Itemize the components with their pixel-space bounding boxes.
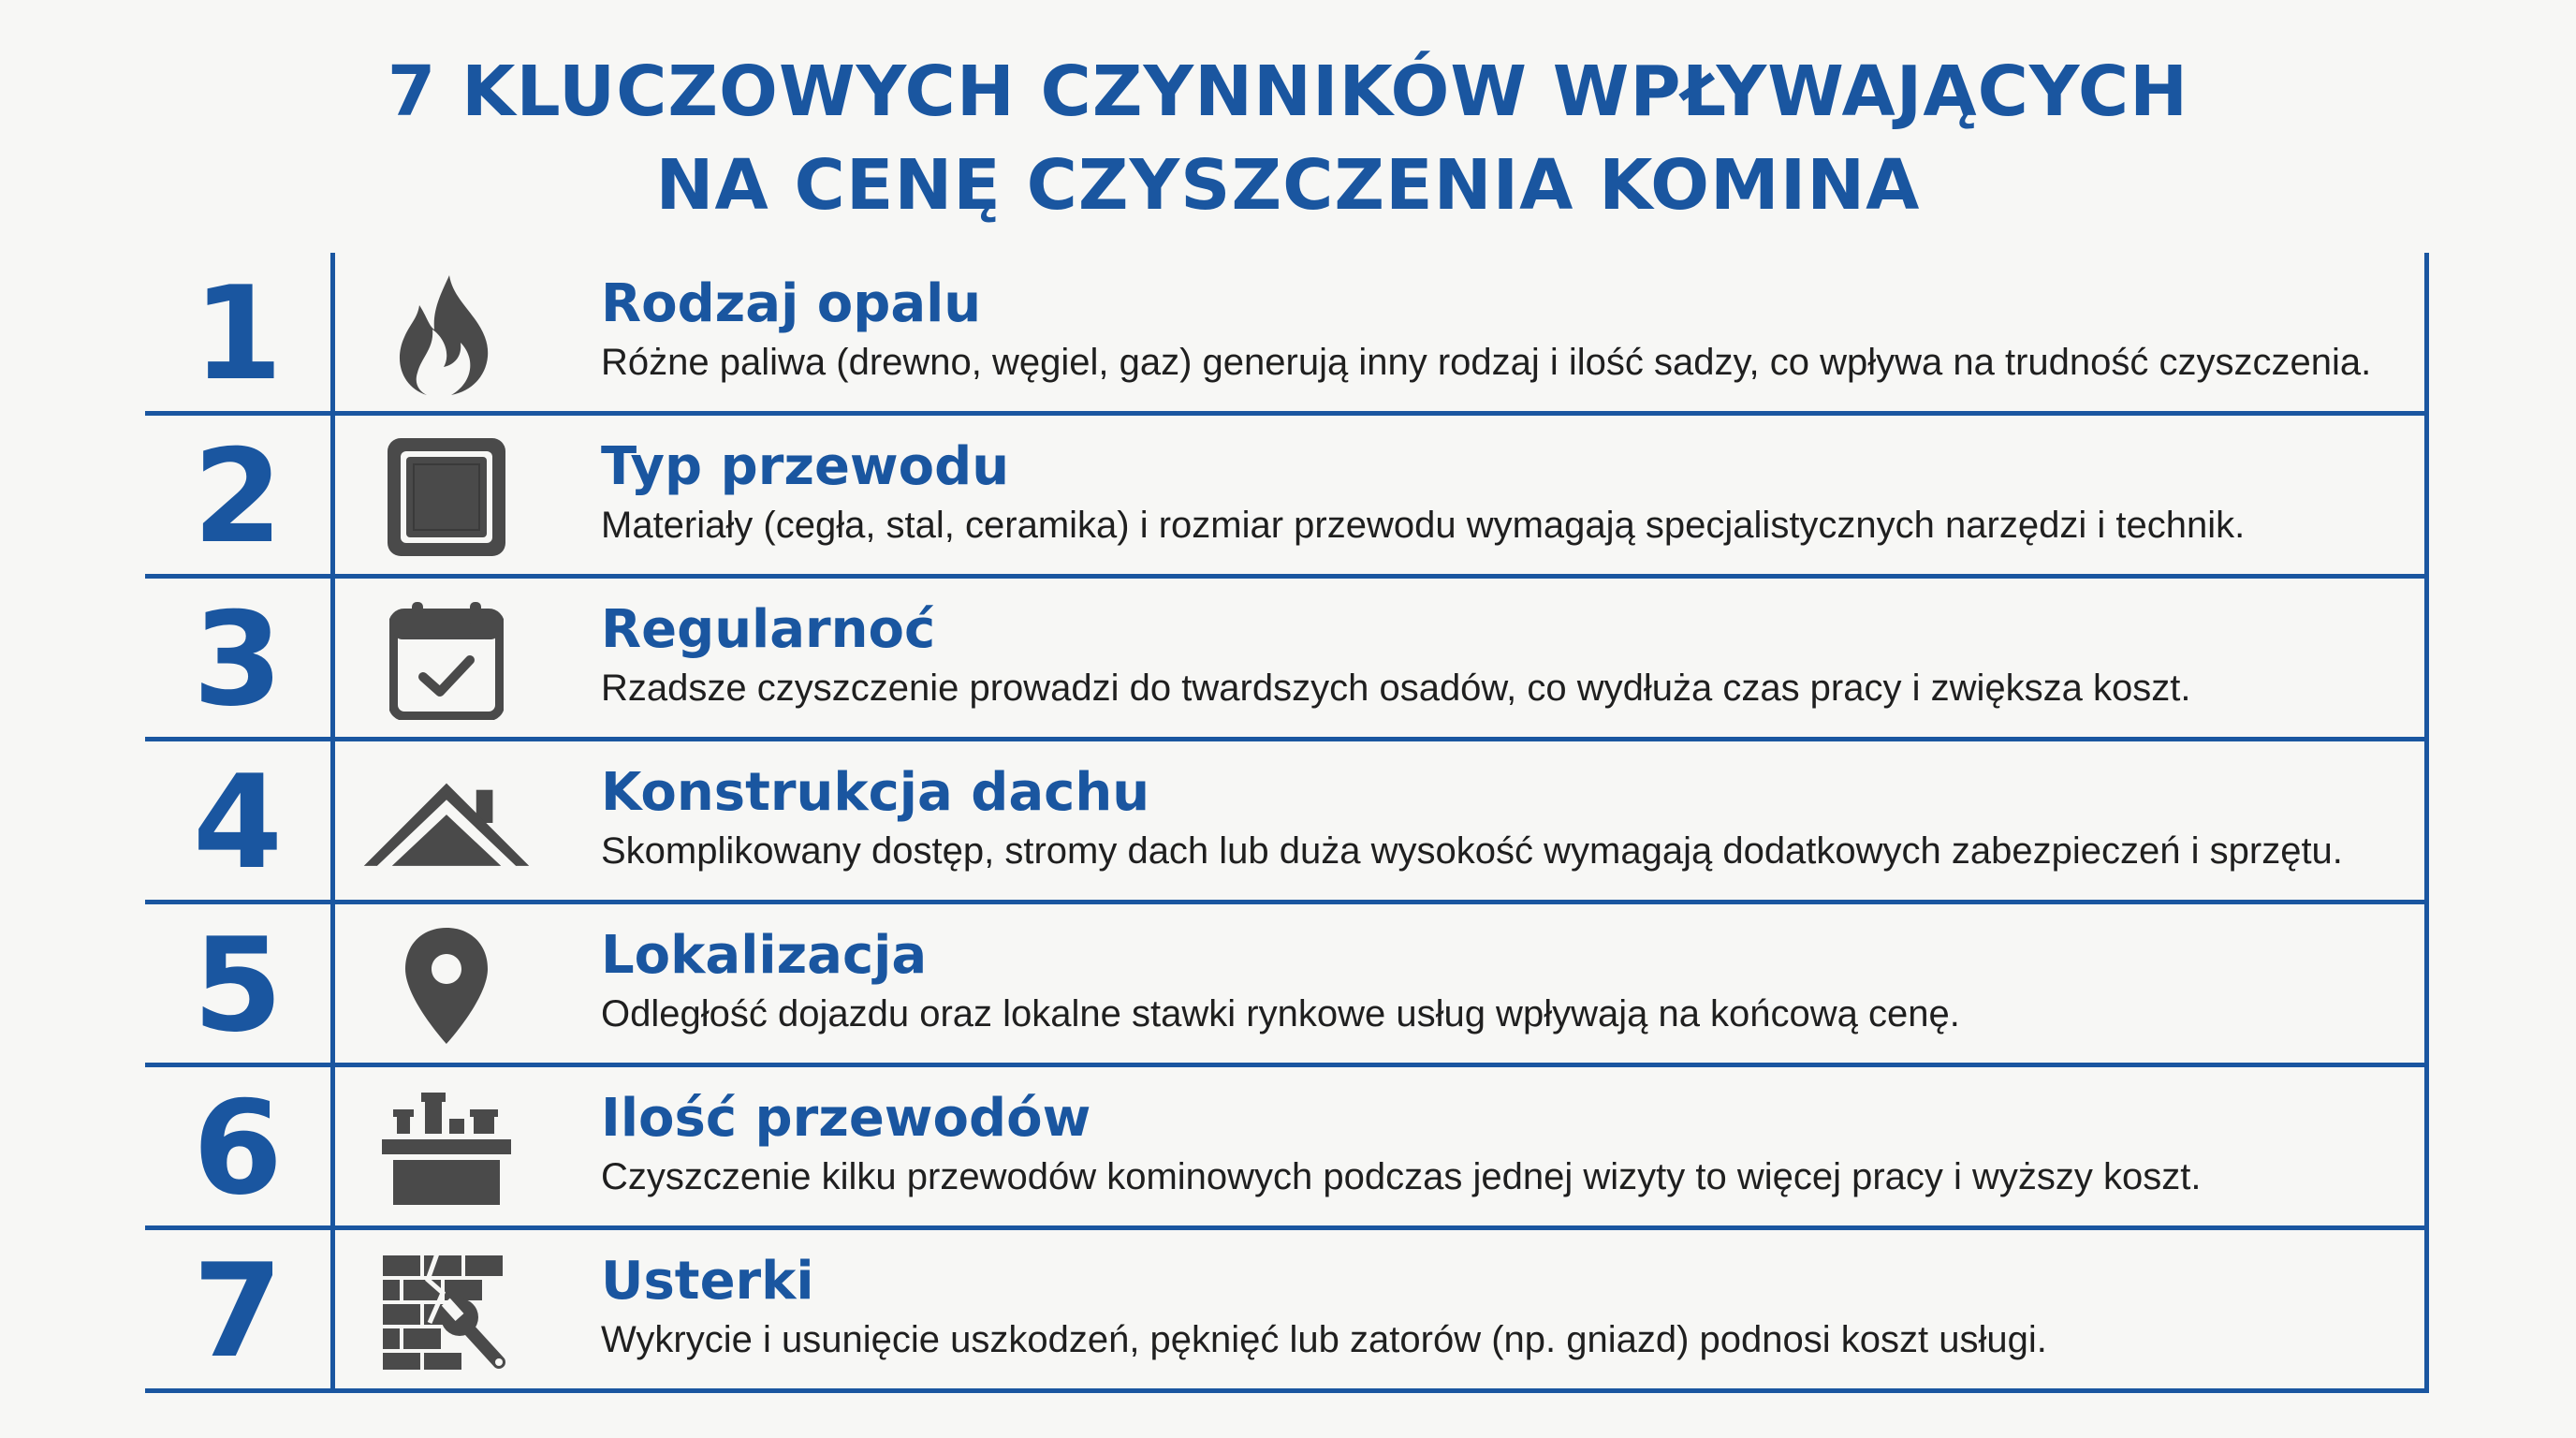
factor-description: Materiały (cegła, stal, ceramika) i rozmiar przewodu wymagają specjalistycznych narzędzi i technik. — [601, 505, 2246, 546]
title-line-1: 7 KLUCZOWYCH CZYNNIKÓW WPŁYWAJĄCYCH — [387, 51, 2189, 132]
factor-row-4 — [145, 741, 2429, 904]
factor-text — [601, 1251, 2408, 1367]
location-pin-icon — [362, 916, 531, 1056]
flue-square-icon — [362, 427, 531, 567]
factor-row-3 — [145, 579, 2429, 741]
factor-number: 7 — [192, 1236, 284, 1387]
factor-text — [601, 925, 2408, 1041]
factor-title: Ilość przewodów — [601, 1088, 1091, 1149]
factor-title: Lokalizacja — [601, 925, 928, 986]
factor-number: 6 — [192, 1073, 284, 1224]
factor-row-6 — [145, 1067, 2429, 1230]
page-title — [0, 45, 2576, 232]
factor-title: Rodzaj opalu — [601, 273, 982, 334]
cracked-brick-wrench-icon — [362, 1241, 531, 1382]
factor-number: 3 — [192, 584, 284, 735]
factor-text — [601, 599, 2408, 715]
factor-text — [601, 762, 2408, 878]
factor-title: Usterki — [601, 1251, 814, 1312]
factor-number: 2 — [192, 421, 284, 572]
factor-description: Różne paliwa (drewno, węgiel, gaz) generują inny rodzaj i ilość sadzy, co wpływa na trudność czyszczenia. — [601, 342, 2372, 383]
factor-description: Rzadsze czyszczenie prowadzi do twardszych osadów, co wydłuża czas pracy i zwiększa koszt. — [601, 668, 2191, 709]
calendar-check-icon — [362, 590, 531, 730]
factor-text — [601, 436, 2408, 552]
factor-title: Konstrukcja dachu — [601, 762, 1150, 823]
factor-description: Wykrycie i usunięcie uszkodzeń, pęknięć lub zatorów (np. gniazd) podnosi koszt usługi. — [601, 1319, 2047, 1360]
factors-table — [145, 253, 2429, 1393]
factor-row-5 — [145, 904, 2429, 1067]
factor-title: Typ przewodu — [601, 436, 1010, 497]
factor-text — [601, 273, 2408, 389]
title-line-2: NA CENĘ CZYSZCZENIA KOMINA — [655, 145, 1921, 226]
factor-title: Regularnoć — [601, 599, 936, 660]
roof-icon — [362, 753, 531, 893]
factor-text — [601, 1088, 2408, 1204]
factor-description: Czyszczenie kilku przewodów kominowych podczas jednej wizyty to więcej pracy i wyższy koszt. — [601, 1156, 2202, 1197]
row-divider — [145, 1388, 2429, 1393]
factor-row-2 — [145, 416, 2429, 579]
factor-description: Skomplikowany dostęp, stromy dach lub duża wysokość wymagają dodatkowych zabezpieczeń i sprzętu. — [601, 830, 2343, 872]
flame-icon — [362, 264, 531, 404]
chimney-stack-icon — [362, 1078, 531, 1219]
factor-row-7 — [145, 1230, 2429, 1393]
factor-number: 4 — [192, 747, 284, 898]
factor-description: Odległość dojazdu oraz lokalne stawki rynkowe usług wpływają na końcową cenę. — [601, 993, 1960, 1034]
factor-number: 1 — [192, 258, 284, 409]
factor-row-1 — [145, 253, 2429, 416]
factor-number: 5 — [192, 910, 284, 1061]
